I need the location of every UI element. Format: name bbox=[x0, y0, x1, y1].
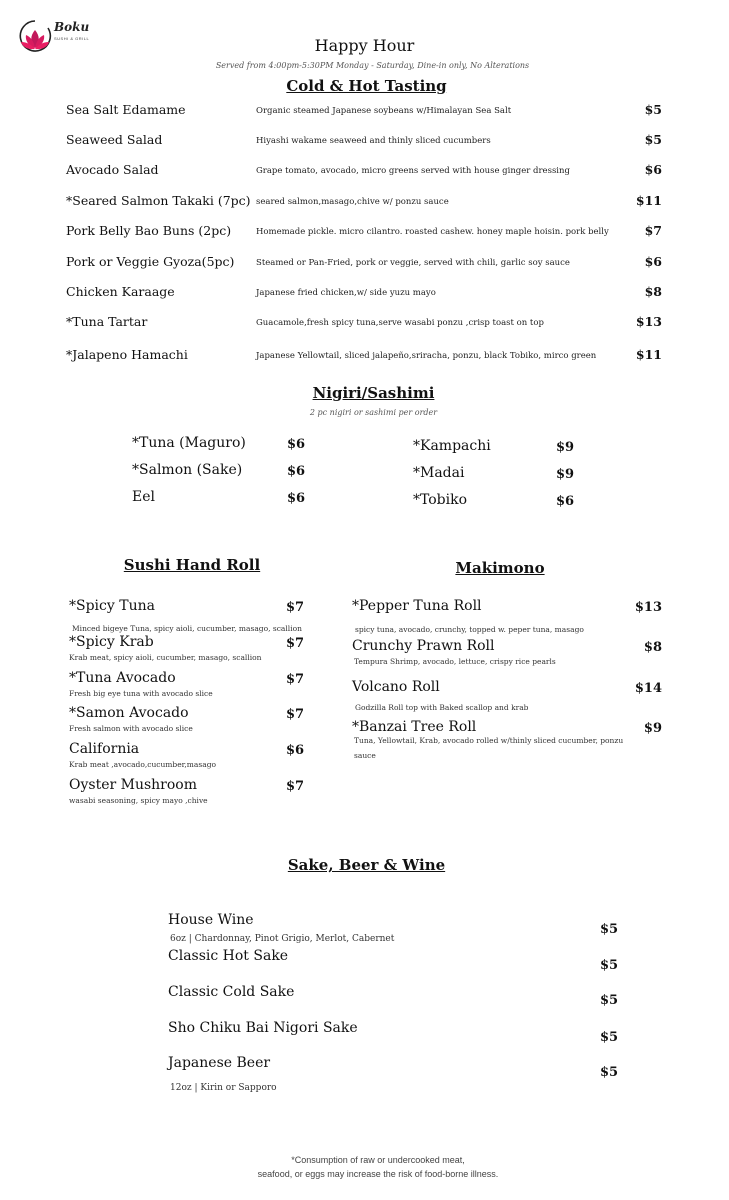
menu-item-name: Pork or Veggie Gyoza(5pc) bbox=[66, 254, 235, 269]
brand-name: Boku bbox=[54, 20, 90, 34]
page-title: Happy Hour bbox=[314, 36, 415, 55]
menu-item-name: *Jalapeno Hamachi bbox=[66, 347, 188, 362]
menu-item-price: $11 bbox=[635, 347, 662, 362]
nigiri-item-price: $6 bbox=[287, 464, 306, 479]
maki-desc: Tempura Shrimp, avocado, lettuce, crispy rice pearls bbox=[354, 657, 556, 666]
menu-item-desc: Hiyashi wakame seaweed and thinly sliced cucumbers bbox=[256, 136, 491, 146]
hand-roll-desc: Fresh salmon with avocado slice bbox=[69, 724, 193, 733]
menu-item-price: $7 bbox=[644, 223, 662, 238]
drink-name: House Wine bbox=[168, 912, 254, 928]
hand-roll-price: $7 bbox=[286, 672, 305, 687]
section-title-drinks: Sake, Beer & Wine bbox=[287, 856, 446, 874]
menu-item-name: Pork Belly Bao Buns (2pc) bbox=[66, 223, 232, 238]
drink-price: $5 bbox=[600, 922, 619, 937]
drink-name: Sho Chiku Bai Nigori Sake bbox=[168, 1020, 358, 1036]
menu-item-desc: Organic steamed Japanese soybeans w/Himalayan Sea Salt bbox=[256, 106, 512, 116]
menu-item-desc: Japanese Yellowtail, sliced jalapeño,sriracha, ponzu, black Tobiko, mirco green bbox=[256, 351, 597, 361]
menu-item-price: $13 bbox=[635, 314, 662, 329]
hand-roll-name: California bbox=[69, 741, 140, 757]
drink-price: $5 bbox=[600, 958, 619, 973]
menu-item-name: Seaweed Salad bbox=[66, 132, 163, 147]
hand-roll-price: $7 bbox=[286, 636, 305, 651]
drink-price: $5 bbox=[600, 993, 619, 1008]
nigiri-item-price: $6 bbox=[287, 437, 306, 452]
nigiri-item-name: *Tobiko bbox=[413, 492, 468, 508]
section-title-makimono: Makimono bbox=[455, 559, 545, 577]
nigiri-item-name: *Tuna (Maguro) bbox=[132, 435, 246, 451]
drink-desc: 6oz | Chardonnay, Pinot Grigio, Merlot, Cabernet bbox=[170, 934, 395, 944]
drink-name: Classic Cold Sake bbox=[168, 984, 295, 1000]
drink-name: Japanese Beer bbox=[168, 1055, 271, 1071]
maki-price: $9 bbox=[643, 721, 662, 736]
nigiri-item-name: *Salmon (Sake) bbox=[132, 462, 243, 478]
maki-desc: Tuna, Yellowtail, Krab, avocado rolled w/thinly sliced cucumber, ponzu bbox=[354, 736, 624, 745]
hand-roll-desc: wasabi seasoning, spicy mayo ,chive bbox=[69, 796, 208, 805]
hand-roll-price: $7 bbox=[286, 779, 305, 794]
section-title-cold-hot: Cold & Hot Tasting bbox=[286, 77, 447, 95]
section-title-nigiri: Nigiri/Sashimi bbox=[312, 384, 435, 402]
hand-roll-desc: Krab meat, spicy aioli, cucumber, masago, scallion bbox=[69, 653, 262, 662]
hand-roll-name: *Tuna Avocado bbox=[69, 670, 176, 686]
maki-price: $8 bbox=[643, 640, 662, 655]
menu-item-price: $11 bbox=[635, 193, 662, 208]
footnote-line-1: *Consumption of raw or undercooked meat, bbox=[291, 1155, 465, 1165]
maki-price: $14 bbox=[634, 681, 662, 696]
nigiri-item-name: *Kampachi bbox=[413, 438, 491, 454]
hand-roll-desc: Fresh big eye tuna with avocado slice bbox=[69, 689, 213, 698]
menu-item-desc: Japanese fried chicken,w/ side yuzu mayo bbox=[256, 288, 436, 298]
menu-item-price: $6 bbox=[644, 254, 662, 269]
menu-item-price: $5 bbox=[644, 132, 662, 147]
maki-name: Crunchy Prawn Roll bbox=[352, 638, 495, 654]
menu-item-price: $5 bbox=[644, 102, 662, 117]
brand-tagline: SUSHI & GRILL bbox=[54, 36, 90, 41]
menu-item-desc: seared salmon,masago,chive w/ ponzu sauce bbox=[256, 197, 449, 207]
maki-price: $13 bbox=[634, 600, 662, 615]
maki-desc-line-2: sauce bbox=[354, 751, 376, 760]
nigiri-item-name: Eel bbox=[132, 489, 155, 505]
drink-name: Classic Hot Sake bbox=[168, 948, 289, 964]
menu-item-name: Avocado Salad bbox=[66, 162, 159, 177]
menu-item-name: *Tuna Tartar bbox=[66, 314, 148, 329]
hand-roll-desc: Krab meat ,avocado,cucumber,masago bbox=[69, 760, 217, 769]
drink-price: $5 bbox=[600, 1030, 619, 1045]
menu-item-name: Sea Salt Edamame bbox=[66, 102, 186, 117]
nigiri-item-price: $6 bbox=[287, 491, 306, 506]
menu-item-desc: Homemade pickle. micro cilantro. roasted cashew. honey maple hoisin. pork belly bbox=[256, 227, 609, 237]
nigiri-item-name: *Madai bbox=[413, 465, 465, 481]
nigiri-note: 2 pc nigiri or sashimi per order bbox=[309, 408, 438, 417]
hand-roll-price: $6 bbox=[286, 743, 305, 758]
section-title-hand-roll: Sushi Hand Roll bbox=[123, 556, 261, 574]
menu-item-desc: Grape tomato, avocado, micro greens served with house ginger dressing bbox=[256, 166, 570, 176]
menu-item-price: $8 bbox=[644, 284, 662, 299]
nigiri-item-price: $9 bbox=[556, 440, 575, 455]
maki-name: *Banzai Tree Roll bbox=[352, 719, 477, 735]
maki-desc: Godzilla Roll top with Baked scallop and krab bbox=[355, 703, 529, 712]
nigiri-item-price: $9 bbox=[556, 467, 575, 482]
hand-roll-price: $7 bbox=[286, 600, 305, 615]
hand-roll-name: *Spicy Krab bbox=[69, 634, 154, 650]
drink-desc: 12oz | Kirin or Sapporo bbox=[170, 1083, 277, 1093]
nigiri-item-price: $6 bbox=[556, 494, 575, 509]
hand-roll-name: *Spicy Tuna bbox=[69, 598, 155, 614]
menu-item-desc: Guacamole,fresh spicy tuna,serve wasabi ponzu ,crisp toast on top bbox=[256, 318, 544, 328]
hand-roll-name: Oyster Mushroom bbox=[69, 777, 198, 793]
hand-roll-price: $7 bbox=[286, 707, 305, 722]
hand-roll-name: *Samon Avocado bbox=[69, 705, 189, 721]
maki-desc: spicy tuna, avocado, crunchy, topped w. peper tuna, masago bbox=[355, 625, 584, 634]
menu-item-name: Chicken Karaage bbox=[66, 284, 175, 299]
page-subtitle: Served from 4:00pm-5:30PM Monday - Saturday, Dine-in only, No Alterations bbox=[215, 61, 530, 70]
maki-name: *Pepper Tuna Roll bbox=[352, 598, 482, 614]
menu-item-name: *Seared Salmon Takaki (7pc) bbox=[66, 193, 251, 208]
maki-name: Volcano Roll bbox=[352, 679, 440, 695]
hand-roll-desc: Minced bigeye Tuna, spicy aioli, cucumber, masago, scallion bbox=[72, 624, 302, 633]
menu-item-desc: Steamed or Pan-Fried, pork or veggie, served with chili, garlic soy sauce bbox=[256, 258, 570, 268]
menu-item-price: $6 bbox=[644, 162, 662, 177]
footnote-line-2: seafood, or eggs may increase the risk of food-borne illness. bbox=[257, 1169, 499, 1179]
drink-price: $5 bbox=[600, 1065, 619, 1080]
